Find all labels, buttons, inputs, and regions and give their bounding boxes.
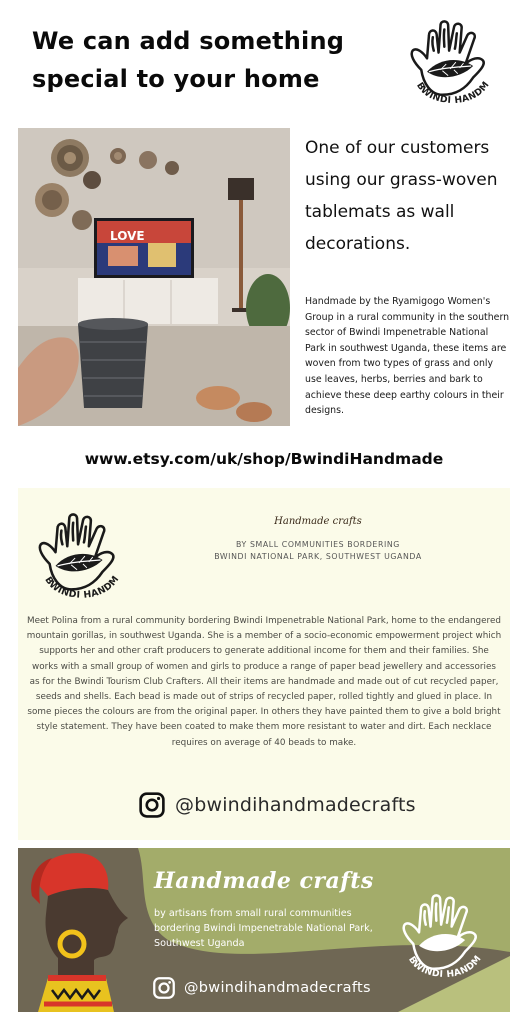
- handmade-crafts-banner: [18, 848, 510, 1012]
- page-headline: We can add something special to your home: [32, 27, 345, 93]
- instagram-icon: [152, 976, 176, 1000]
- banner-title: Handmade crafts: [154, 868, 374, 894]
- card-title: Handmade crafts: [274, 516, 362, 527]
- instagram-icon: [138, 791, 166, 819]
- photo-caption: One of our customers using our grass-woven tablemats as wall decorations.: [305, 138, 498, 254]
- product-description: Handmade by the Ryamigogo Women's Group in a rural community in the southern sector of Bwindi Impenetrable National Park in southwest Uganda, these items are woven from two types of grass and only use leaves, herbs, berries and bark to achieve these deep earthy colours in their designs.: [305, 296, 510, 417]
- artisan-story-text: Meet Polina from a rural community bordering Bwindi Impenetrable National Park, home to the endangered mountain gorillas, in southwest Uganda. She is a member of a socio-economic empowerment project which supports her and other craft producers to generate additional income for them and their families. She works with a small group of women and girls to produce a range of paper bead jewellery and accessories as for the Bwindi Tourism Club Crafters. All their items are handmade and made out of cut recycled paper, seeds and shells. Each bead is made out of strips of recycled paper, rolled tightly and glued in place. In some pieces the colours are from the original paper. In others they have painted them to give a bold bright style statement. They have been coated to make them more resistant to water and dirt. Each necklace requires on average of 40 beads to make.: [26, 616, 502, 748]
- instagram-link[interactable]: [138, 790, 416, 820]
- crafts-info-card: [18, 488, 510, 840]
- banner-description: by artisans from small rural communities bordering Bwindi Impenetrable National Park, Southwest Uganda: [154, 908, 373, 949]
- hand-leaf-logo-icon: [404, 14, 500, 118]
- instagram-handle: @bwindihandmadecrafts: [175, 794, 416, 816]
- card-subtitle: [168, 539, 468, 563]
- card-subtitle-line-1: BY SMALL COMMUNITIES BORDERING: [236, 540, 400, 549]
- tv-screen-text: LOVE: [110, 229, 145, 243]
- hand-leaf-logo-icon: [32, 506, 130, 614]
- etsy-shop-link[interactable]: www.etsy.com/uk/shop/BwindiHandmade: [84, 450, 444, 468]
- customer-living-room-photo: [18, 128, 290, 426]
- african-woman-illustration: [18, 848, 150, 1012]
- card-subtitle-line-2: BWINDI NATIONAL PARK, SOUTHWEST UGANDA: [214, 552, 422, 561]
- hand-leaf-logo-icon: [396, 888, 492, 992]
- banner-instagram-handle: @bwindihandmadecrafts: [184, 980, 371, 996]
- banner-instagram-link[interactable]: [152, 976, 371, 1000]
